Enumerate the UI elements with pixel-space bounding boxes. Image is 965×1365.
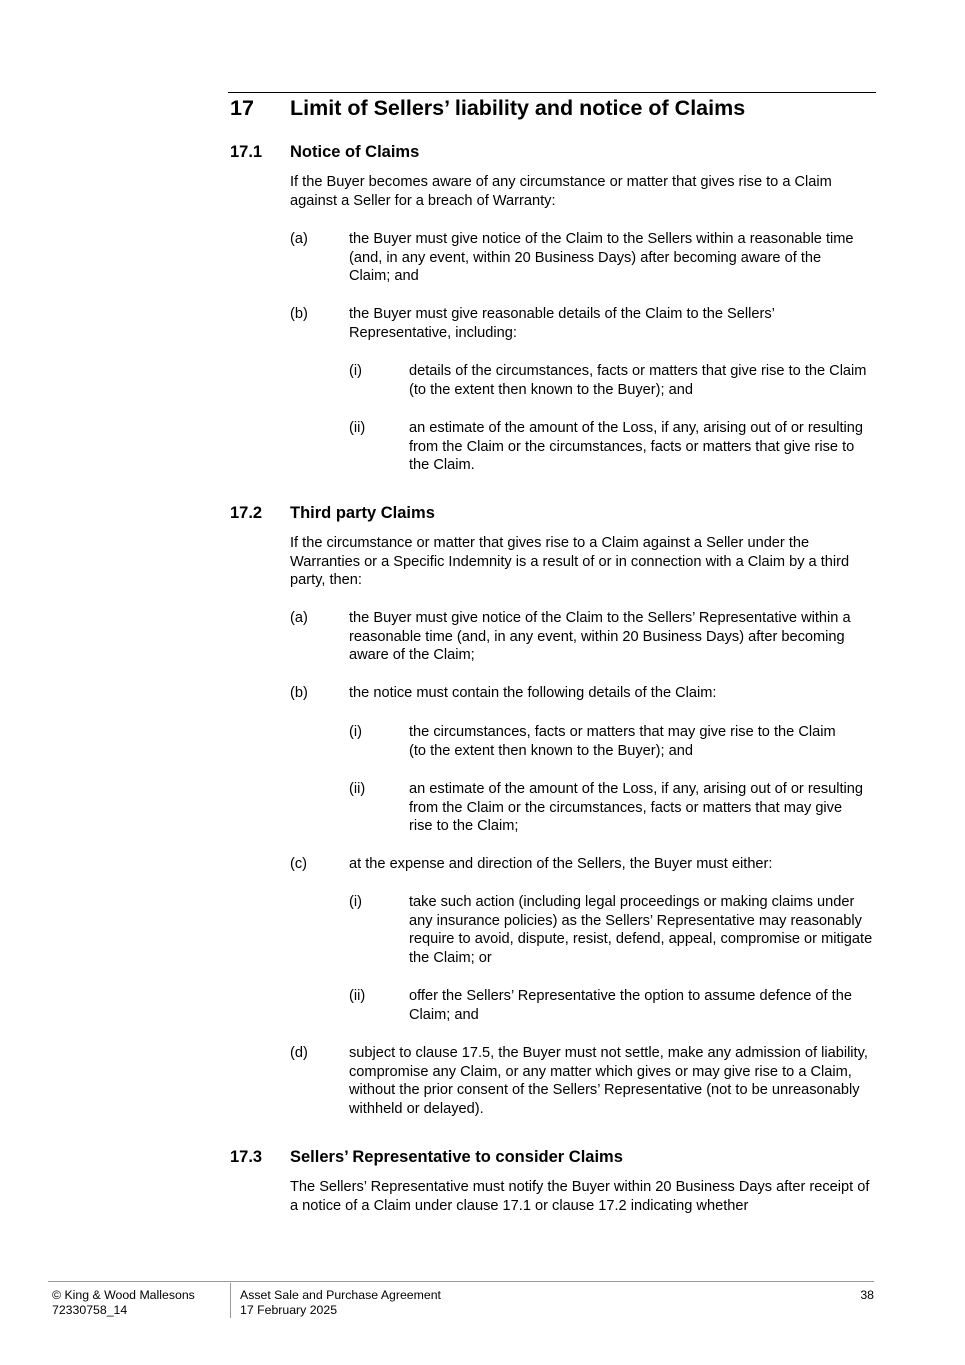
clause-title: Sellers’ Representative to consider Claims <box>290 1148 623 1166</box>
clause-17-1-b: the Buyer must give reasonable details of the Claim to the Sellers’ Representative, including: <box>349 306 775 341</box>
clause-17-2-b-i: the circumstances, facts or matters that may give rise to the Claim (to the extent then known to the Buyer); and <box>409 724 836 759</box>
page-number: 38 <box>860 1288 874 1302</box>
subpara-label: (ii) <box>349 781 366 797</box>
clause-17-2-a: the Buyer must give notice of the Claim to the Sellers’ Representative within a reasonable time (and, in any event, within 20 Business Days) after becoming aware of the Claim; <box>349 610 851 664</box>
clause-number: 17.1 <box>230 143 263 161</box>
heading-rule <box>228 92 876 93</box>
para-label: (a) <box>290 610 308 626</box>
para-label: (b) <box>290 685 308 701</box>
clause-number: 17.3 <box>230 1148 263 1166</box>
clause-17-2-b: the notice must contain the following details of the Claim: <box>349 685 717 701</box>
clause-17-2-c-ii: offer the Sellers’ Representative the option to assume defence of the Claim; and <box>409 988 852 1023</box>
clause-17-2-d: subject to clause 17.5, the Buyer must not settle, make any admission of liability, compromise any Claim, or any matter which gives or may give rise to a Claim, without the prior consent of the Sellers’ Representative (not to be unreasonably withheld or delayed). <box>349 1045 868 1117</box>
clause-17-2-c: at the expense and direction of the Sellers, the Buyer must either: <box>349 856 773 872</box>
para-label: (c) <box>290 856 308 872</box>
clause-17-3-intro: The Sellers’ Representative must notify the Buyer within 20 Business Days after receipt of a notice of a Claim under clause 17.1 or clause 17.2 indicating whether <box>290 1179 870 1214</box>
subpara-label: (i) <box>349 363 362 379</box>
footer-firm: © King & Wood Mallesons <box>52 1288 195 1302</box>
subpara-label: (ii) <box>349 988 366 1004</box>
clause-17-2-intro: If the circumstance or matter that gives rise to a Claim against a Seller under the Warranties or a Specific Indemnity is a result of or in connection with a Claim by a third party, then: <box>290 535 850 589</box>
para-label: (a) <box>290 231 308 247</box>
clause-17-1-intro: If the Buyer becomes aware of any circumstance or matter that gives rise to a Claim against a Seller for a breach of Warranty: <box>290 174 832 209</box>
clause-17-1-b-i: details of the circumstances, facts or matters that give rise to the Claim (to the extent then known to the Buyer); and <box>409 363 867 398</box>
footer-doc-title: Asset Sale and Purchase Agreement <box>240 1288 441 1302</box>
para-label: (b) <box>290 306 308 322</box>
subpara-label: (i) <box>349 724 362 740</box>
clause-17-1-b-ii: an estimate of the amount of the Loss, if any, arising out of or resulting from the Claim or the circumstances, facts or matters that give rise to the Claim. <box>409 420 864 474</box>
clause-17-1-a: the Buyer must give notice of the Claim to the Sellers within a reasonable time (and, in any event, within 20 Business Days) after becoming aware of the Claim; and <box>349 231 854 285</box>
clause-17-2-c-i: take such action (including legal proceedings or making claims under any insurance policies) as the Sellers’ Representative may reasonably require to avoid, dispute, resist, defend, appeal, compromise or mitigate the Claim; or <box>409 894 873 966</box>
footer-doc-date: 17 February 2025 <box>240 1303 338 1317</box>
clause-title: Notice of Claims <box>290 143 420 161</box>
para-label: (d) <box>290 1045 308 1061</box>
section-number: 17 <box>230 96 254 120</box>
clause-number: 17.2 <box>230 504 263 522</box>
footer-rule <box>48 1281 874 1282</box>
clause-title: Third party Claims <box>290 504 435 522</box>
subpara-label: (i) <box>349 894 362 910</box>
subpara-label: (ii) <box>349 420 366 436</box>
section-title: Limit of Sellers’ liability and notice of Claims <box>290 96 746 120</box>
footer-divider <box>230 1283 231 1318</box>
footer-doc-id: 72330758_14 <box>52 1303 128 1317</box>
clause-17-2-b-ii: an estimate of the amount of the Loss, if any, arising out of or resulting from the Claim or the circumstances, facts or matters that may give rise to the Claim; <box>409 781 864 835</box>
